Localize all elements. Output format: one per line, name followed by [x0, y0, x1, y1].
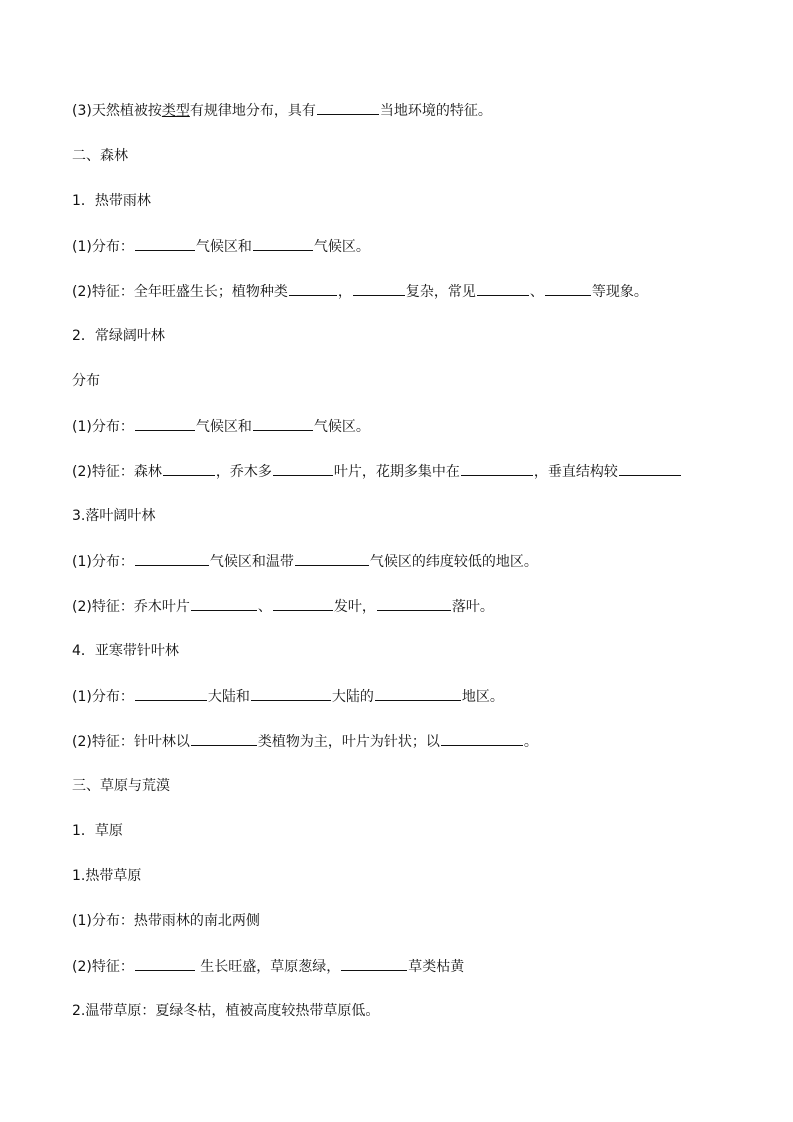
- text: 。: [523, 734, 538, 750]
- text: (2)特征：全年旺盛生长；植物种类: [72, 284, 288, 300]
- blank-field[interactable]: [135, 956, 195, 971]
- text: 、: [257, 599, 272, 615]
- text: (2)特征：: [72, 959, 134, 975]
- text-line: (1)分布：热带雨林的南北两侧: [72, 913, 260, 929]
- blank-field[interactable]: [375, 686, 461, 701]
- text: 叶片，花期多集中在: [333, 464, 460, 480]
- text: 类植物为主，叶片为针状；以: [257, 734, 440, 750]
- text: (1)分布：: [72, 689, 134, 705]
- text: 大陆的: [331, 689, 374, 705]
- blank-field[interactable]: [477, 281, 529, 296]
- text: 落叶。: [451, 599, 494, 615]
- text-line: [72, 236, 370, 256]
- text: (2)特征：乔木叶片: [72, 599, 190, 615]
- subsection-heading: 1．草原: [72, 823, 123, 839]
- subsection-heading: 2．常绿阔叶林: [72, 328, 165, 344]
- blank-field[interactable]: [341, 956, 407, 971]
- text: 地区。: [461, 689, 504, 705]
- text: 气候区。: [313, 239, 370, 255]
- text: 气候区和: [195, 239, 252, 255]
- blank-field[interactable]: [273, 461, 333, 476]
- blank-field[interactable]: [135, 416, 195, 431]
- blank-field[interactable]: [441, 731, 523, 746]
- text: 等现象。: [591, 284, 648, 300]
- blank-field[interactable]: [317, 100, 379, 115]
- text-line: [72, 596, 494, 616]
- text: 生长旺盛，草原葱绿，: [195, 959, 341, 975]
- text-line: [72, 281, 648, 301]
- text: (1)分布：: [72, 554, 134, 570]
- text: ，: [337, 284, 352, 300]
- underlined-text: 类型: [161, 103, 190, 119]
- blank-field[interactable]: [135, 551, 209, 566]
- text: 复杂，常见: [405, 284, 476, 300]
- text: 有规律地分布，具有: [189, 103, 316, 119]
- blank-field[interactable]: [251, 686, 331, 701]
- text: (2)特征：森林: [72, 464, 162, 480]
- text: 气候区。: [313, 419, 370, 435]
- blank-field[interactable]: [253, 416, 313, 431]
- section-heading: 三、草原与荒漠: [72, 778, 170, 794]
- text-line: 2.温带草原：夏绿冬枯，植被高度较热带草原低。: [72, 1003, 380, 1019]
- blank-field[interactable]: [163, 461, 215, 476]
- text: 气候区和温带: [209, 554, 294, 570]
- blank-field[interactable]: [353, 281, 405, 296]
- text: 发叶，: [333, 599, 376, 615]
- blank-field[interactable]: [135, 686, 207, 701]
- text: (3)天然植被按: [72, 103, 162, 119]
- text-line: [72, 731, 538, 751]
- blank-field[interactable]: [619, 461, 681, 476]
- blank-field[interactable]: [289, 281, 337, 296]
- text: ，垂直结构较: [533, 464, 618, 480]
- text-line: [72, 686, 504, 706]
- blank-field[interactable]: [253, 236, 313, 251]
- text: (1)分布：: [72, 239, 134, 255]
- blank-field[interactable]: [273, 596, 333, 611]
- blank-field[interactable]: [135, 236, 195, 251]
- subsection-heading: 3.落叶阔叶林: [72, 508, 156, 524]
- text: 大陆和: [207, 689, 250, 705]
- blank-field[interactable]: [545, 281, 591, 296]
- text: (1)分布：: [72, 419, 134, 435]
- text: 气候区的纬度较低的地区。: [369, 554, 538, 570]
- text: 、: [529, 284, 544, 300]
- text-line: [72, 956, 464, 976]
- blank-field[interactable]: [377, 596, 451, 611]
- blank-field[interactable]: [191, 731, 257, 746]
- text-line: [72, 461, 682, 481]
- blank-field[interactable]: [461, 461, 533, 476]
- text-line: [72, 100, 492, 120]
- section-heading: 二、森林: [72, 148, 128, 164]
- text: ，乔木多: [215, 464, 272, 480]
- subsection-heading: 1.热带草原: [72, 868, 142, 884]
- subsection-heading: 4．亚寒带针叶林: [72, 643, 179, 659]
- text: 当地环境的特征。: [379, 103, 492, 119]
- text: 草类枯黄: [408, 959, 465, 975]
- text-line: 分布: [72, 373, 100, 389]
- blank-field[interactable]: [295, 551, 369, 566]
- text: (2)特征：针叶林以: [72, 734, 190, 750]
- text: 气候区和: [195, 419, 252, 435]
- text-line: [72, 551, 538, 571]
- blank-field[interactable]: [191, 596, 257, 611]
- text-line: [72, 416, 370, 436]
- subsection-heading: 1．热带雨林: [72, 193, 151, 209]
